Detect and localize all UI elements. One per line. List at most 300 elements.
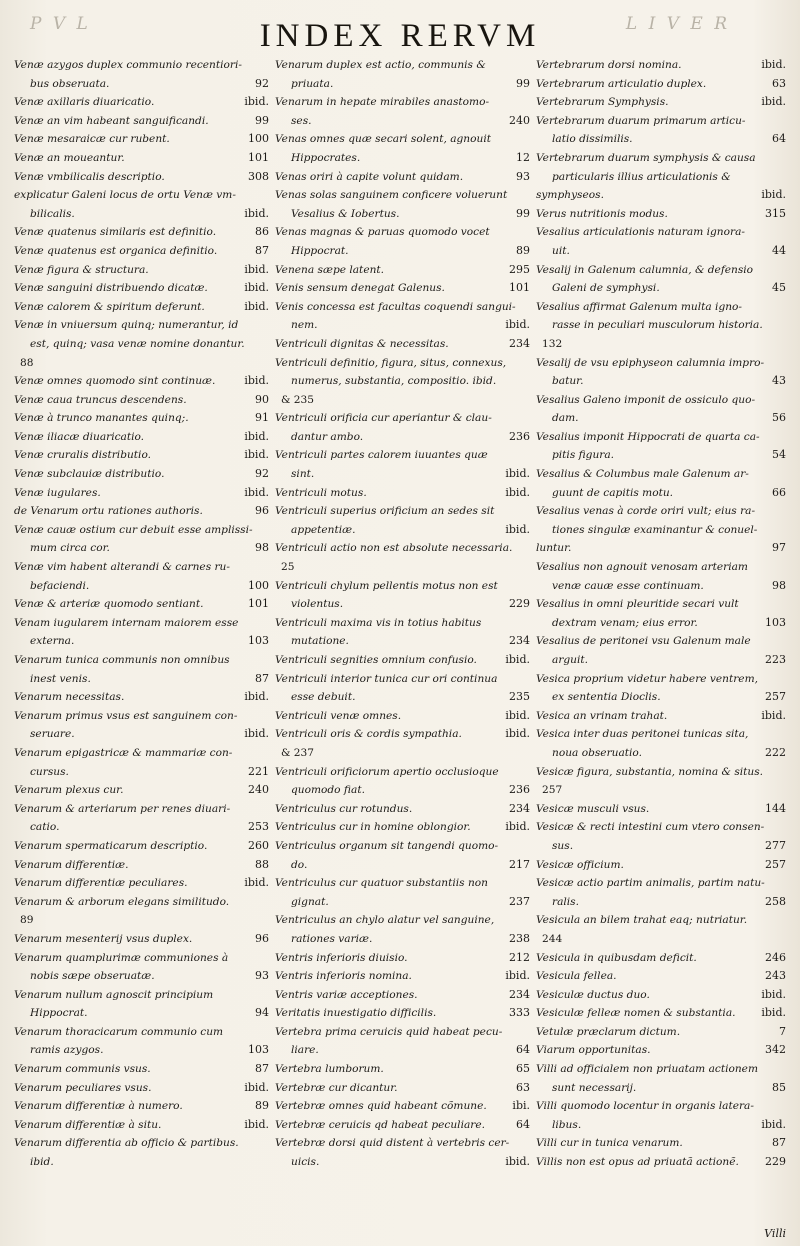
index-entry (536, 223, 786, 242)
entry-text: Hippocrat. (30, 1007, 88, 1020)
entry-text: Venas magnas & paruas quomodo vocet (275, 226, 490, 239)
index-columns (0, 56, 800, 1236)
index-entry (14, 856, 269, 875)
entry-text: externa. (30, 635, 75, 648)
page-reference: ibid. (761, 95, 786, 109)
entry-text: Venarum quamplurimæ communiones à (14, 951, 229, 964)
index-entry (14, 409, 269, 428)
page-reference: 295 (509, 262, 530, 276)
page-reference: ibid. (244, 95, 269, 109)
entry-text: nem. (291, 319, 318, 332)
entry-text: Vertebrarum duarum primarum articu- (536, 114, 746, 127)
page-reference: 86 (255, 225, 269, 239)
entry-text: Venæ iugulares. (14, 486, 101, 499)
index-entry (275, 186, 530, 205)
entry-text: Ventriculi venæ omnes. (275, 709, 402, 722)
page-reference: 87 (255, 671, 269, 685)
index-entry (14, 298, 269, 317)
page-reference: 99 (516, 206, 530, 220)
index-entry (14, 874, 269, 893)
page-reference: 103 (248, 634, 269, 648)
index-entry (275, 279, 530, 298)
index-entry (536, 391, 786, 410)
entry-text: ex sententia Dioclis. (552, 691, 661, 704)
index-entry-continuation (14, 1041, 269, 1060)
entry-text: Venarum epigastricæ & mammariæ con- (14, 746, 233, 759)
entry-text: dextram venam; eius error. (552, 616, 698, 629)
index-entry-continuation (14, 670, 269, 689)
page-reference: 234 (509, 987, 530, 1001)
page-reference: 217 (509, 857, 530, 871)
entry-text: Venas oriri à capite volunt quidam. (275, 170, 464, 183)
index-entry-continuation (275, 149, 530, 168)
entry-text: mutatione. (291, 635, 349, 648)
index-entry (536, 1134, 786, 1153)
entry-text: Venæ subclauiæ distributio. (14, 468, 165, 481)
entry-text: particularis illius articulationis & (552, 170, 731, 183)
entry-text: symphyseos. (536, 189, 604, 202)
page-reference: 94 (255, 1006, 269, 1020)
index-entry (275, 1116, 530, 1135)
entry-text: mum circa cor. (30, 542, 110, 555)
index-entry (536, 911, 786, 930)
entry-text: Venæ mesaraicæ cur rubent. (14, 133, 170, 146)
index-entry-continuation (14, 1004, 269, 1023)
index-entry (275, 1134, 530, 1153)
entry-text: Ventriculus organum sit tangendi quomo- (275, 839, 499, 852)
entry-text: Vesalius articulationis naturam ignora- (536, 226, 745, 239)
entry-text: Ventriculi partes calorem iuuantes quæ (275, 449, 488, 462)
entry-text: Vesalius venas à corde oriri vult; eius ra- (536, 505, 756, 518)
entry-text: Venena sæpe latent. (275, 263, 385, 276)
index-entry-continuation (536, 372, 786, 391)
entry-text: Venarum & arteriarum per renes diuari- (14, 802, 231, 815)
entry-text: Vesalius non agnouit venosam arteriam (536, 561, 748, 574)
entry-text: uicis. (291, 1156, 320, 1169)
entry-text: & 237 (281, 746, 315, 759)
index-entry (14, 949, 269, 968)
index-entry (536, 205, 786, 224)
entry-text: Venarum in hepate mirabiles anastomo- (275, 96, 490, 109)
entry-text: Venarum nullum agnoscit principium (14, 988, 214, 1001)
index-entry (275, 949, 530, 968)
index-entry (536, 1023, 786, 1042)
page-reference: 234 (509, 801, 530, 815)
entry-text: tiones singulæ examinantur & conuel- (552, 523, 758, 536)
entry-text: Vesalius in omni pleuritide secari vult (536, 598, 739, 611)
index-entry (14, 558, 269, 577)
entry-text: 132 (542, 337, 563, 350)
page-reference: ibid. (761, 1117, 786, 1131)
page-reference: 103 (765, 615, 786, 629)
entry-text: Venarum plexus cur. (14, 784, 124, 797)
index-entry (536, 781, 786, 800)
entry-text: Venarum thoracicarum communio cum (14, 1025, 224, 1038)
page-reference: 101 (248, 150, 269, 164)
entry-text: Ventriculi dignitas & necessitas. (275, 337, 449, 350)
entry-text: Venæ an vim habeant sanguificandi. (14, 114, 209, 127)
bleed-through-text-right: L I V E R (625, 14, 730, 34)
index-entry (275, 558, 530, 577)
entry-text: Vesicæ officium. (536, 858, 624, 871)
index-entry-continuation (275, 781, 530, 800)
index-entry-continuation (275, 205, 530, 224)
entry-text: ses. (291, 114, 312, 127)
entry-text: batur. (552, 375, 584, 388)
page-reference: ibid. (505, 727, 530, 741)
entry-text: Ventriculi orificia cur aperiantur & clau- (275, 412, 492, 425)
index-entry (275, 130, 530, 149)
entry-text: gignat. (291, 895, 329, 908)
entry-text: Venas solas sanguinem conficere voluerunt (275, 189, 508, 202)
entry-text: Vertebræ dorsi quid distent à vertebris cer- (275, 1137, 510, 1150)
index-entry (536, 800, 786, 819)
index-entry-continuation (275, 242, 530, 261)
entry-text: Vesalius de peritonei vsu Galenum male (536, 635, 751, 648)
index-entry (14, 837, 269, 856)
entry-text: Venæ vim habent alterandi & carnes ru- (14, 561, 230, 574)
entry-text: explicatur Galeni locus de ortu Venæ vm- (14, 189, 236, 202)
index-entry (14, 242, 269, 261)
page-reference: ibid. (761, 58, 786, 71)
entry-text: esse debuit. (291, 691, 356, 704)
index-entry (14, 1079, 269, 1098)
entry-text: venæ cauæ esse continuam. (552, 579, 704, 592)
page-header (0, 12, 800, 56)
page-reference: 235 (509, 690, 530, 704)
entry-text: Venis concessa est facultas coquendi sangui- (275, 300, 516, 313)
index-entry (536, 56, 786, 75)
page-reference: ibid. (505, 653, 530, 666)
page-reference: 238 (509, 931, 530, 945)
index-entry (275, 837, 530, 856)
index-entry (275, 168, 530, 187)
index-entry (275, 651, 530, 670)
page-reference: 257 (765, 690, 786, 704)
page-reference: ibi. (512, 1099, 530, 1113)
index-entry (275, 1097, 530, 1116)
page-reference: 234 (509, 336, 530, 350)
entry-text: Vertebræ ceruicis qd habeat peculiare. (275, 1118, 485, 1131)
index-entry (536, 818, 786, 837)
entry-text: Ventriculi orificiorum apertio occlusioque (275, 765, 499, 778)
entry-text: Venarum necessitas. (14, 691, 125, 704)
entry-text: Vesica proprium videtur habere ventrem, (536, 672, 758, 685)
index-entry (275, 1079, 530, 1098)
entry-text: Venarum peculiares vsus. (14, 1081, 152, 1094)
index-entry-continuation (536, 316, 786, 335)
entry-text: Viarum opportunitas. (536, 1044, 651, 1057)
entry-text: Vesalij in Galenum calumnia, & defensio (536, 263, 754, 276)
page-reference: 100 (248, 578, 269, 592)
entry-text: Vertebrarum articulatio duplex. (536, 77, 707, 90)
index-entry-continuation (536, 446, 786, 465)
entry-text: Venarum communis vsus. (14, 1063, 151, 1076)
entry-text: Vesicula fellea. (536, 970, 617, 983)
index-entry (275, 502, 530, 521)
index-entry (536, 261, 786, 280)
entry-text: Vetulæ præclarum dictum. (536, 1025, 681, 1038)
entry-text: Venarum differentia ab officio & partibus. (14, 1137, 239, 1150)
page-reference: 91 (255, 411, 269, 425)
page-reference: ibid. (505, 820, 530, 834)
index-entry (275, 1004, 530, 1023)
entry-text: Venæ cauæ ostium cur debuit esse amplissi- (14, 523, 253, 536)
page-reference: 277 (765, 838, 786, 852)
page-reference: ibid. (244, 281, 269, 295)
entry-text: Vesalius Galeno imponit de ossiculo quo- (536, 393, 756, 406)
page-reference: 89 (516, 243, 530, 257)
index-entry (536, 335, 786, 354)
entry-text: Venarum duplex est actio, communis & (275, 59, 486, 71)
index-entry (275, 744, 530, 763)
page-reference: 98 (772, 578, 786, 592)
page-reference: 90 (255, 392, 269, 406)
page-reference: 333 (509, 1006, 530, 1020)
index-entry (14, 986, 269, 1005)
index-entry (14, 428, 269, 447)
index-entry (536, 930, 786, 949)
entry-text: dam. (552, 412, 579, 425)
entry-text: Venæ iliacæ diuaricatio. (14, 430, 145, 443)
page-reference: 92 (255, 76, 269, 90)
index-entry (275, 391, 530, 410)
index-entry (275, 967, 530, 986)
index-entry (536, 670, 786, 689)
entry-text: Ventriculi chylum pellentis motus non est (275, 579, 498, 592)
page-reference: 243 (765, 969, 786, 983)
entry-text: quomodo fiat. (291, 784, 365, 797)
page-reference: 237 (509, 894, 530, 908)
index-entry (536, 558, 786, 577)
entry-text: Vesicæ musculi vsus. (536, 802, 650, 815)
page-reference: 236 (509, 783, 530, 797)
index-entry (536, 354, 786, 373)
entry-text: numerus, substantia, compositio. ibid. (291, 375, 497, 388)
entry-text: rasse in peculiari musculorum historia. (552, 319, 763, 332)
index-entry (14, 354, 269, 373)
index-entry (14, 707, 269, 726)
index-entry (536, 149, 786, 168)
index-entry (275, 614, 530, 633)
entry-text: Villis non est opus ad priuatã actionẽ. (536, 1156, 739, 1169)
page-reference: ibid. (244, 374, 269, 388)
entry-text: Veritatis inuestigatio difficilis. (275, 1007, 437, 1020)
index-entry-continuation (536, 484, 786, 503)
page-reference: ibid. (244, 690, 269, 704)
entry-text: Venarum & arborum elegans similitudo. (14, 895, 230, 908)
page-reference: ibid. (761, 188, 786, 202)
page-reference: 89 (255, 1099, 269, 1113)
page-reference: 246 (765, 950, 786, 964)
index-entry (14, 149, 269, 168)
entry-text: Vesiculæ felleæ nomen & substantia. (536, 1007, 736, 1020)
entry-text: Venæ omnes quomodo sint continuæ. (14, 375, 216, 388)
index-entry (536, 1153, 786, 1172)
index-entry-continuation (14, 577, 269, 596)
page-reference: 236 (509, 429, 530, 443)
page-reference: 260 (248, 838, 269, 852)
entry-text: sunt necessarij. (552, 1081, 637, 1094)
index-entry (14, 800, 269, 819)
index-entry (14, 930, 269, 949)
entry-text: Venæ axillaris diuaricatio. (14, 96, 155, 109)
index-entry (14, 93, 269, 112)
index-entry (14, 261, 269, 280)
index-entry-continuation (536, 521, 786, 540)
page-reference: 229 (765, 1155, 786, 1169)
page-reference: ibid. (244, 727, 269, 741)
index-entry (14, 614, 269, 633)
page-reference: ibid. (505, 969, 530, 983)
page-reference: 257 (765, 857, 786, 871)
page-reference: ibid. (244, 876, 269, 890)
entry-text: Vertebræ omnes quid habeant cõmune. (275, 1100, 487, 1113)
entry-text: 257 (542, 784, 563, 797)
page-reference: 99 (516, 76, 530, 90)
index-entry-continuation (275, 595, 530, 614)
page-reference: 342 (765, 1043, 786, 1057)
page-reference: 64 (516, 1117, 530, 1131)
entry-text: do. (291, 858, 308, 871)
index-entry (275, 874, 530, 893)
index-entry (14, 223, 269, 242)
index-entry-continuation (275, 632, 530, 651)
entry-text: libus. (552, 1118, 582, 1131)
index-entry (536, 186, 786, 205)
entry-text: Venæ vmbilicalis descriptio. (14, 170, 165, 183)
index-entry (536, 725, 786, 744)
entry-text: Vesalij de vsu epiphyseon calumnia impro- (536, 356, 765, 369)
page-reference: 315 (765, 206, 786, 220)
page-reference: 234 (509, 634, 530, 648)
index-entry (536, 428, 786, 447)
entry-text: Vertebra lumborum. (275, 1063, 384, 1076)
index-entry-continuation (536, 1116, 786, 1135)
entry-text: bus obseruata. (30, 77, 110, 90)
index-entry (275, 911, 530, 930)
page-reference: 87 (772, 1136, 786, 1150)
entry-text: bilicalis. (30, 207, 75, 220)
entry-text: Ventriculi oris & cordis sympathia. (275, 728, 462, 741)
index-entry (14, 372, 269, 391)
entry-text: sus. (552, 839, 574, 852)
entry-text: Galeni de symphysi. (552, 282, 660, 295)
index-entry-continuation (275, 856, 530, 875)
index-entry (275, 707, 530, 726)
page-reference: ibid. (244, 429, 269, 443)
index-entry (536, 1041, 786, 1060)
entry-text: cursus. (30, 765, 69, 778)
index-entry-continuation (275, 75, 530, 94)
index-entry (275, 763, 530, 782)
index-entry (14, 112, 269, 131)
index-entry-continuation (14, 539, 269, 558)
entry-text: Venarum tunica communis non omnibus (14, 654, 230, 666)
entry-text: Verus nutritionis modus. (536, 207, 668, 220)
index-entry (275, 577, 530, 596)
entry-text: Ventriculi interior tunica cur ori continua (275, 672, 498, 685)
index-entry (14, 130, 269, 149)
index-entry (14, 1023, 269, 1042)
entry-text: Villi ad officialem non priuatam actionem (536, 1063, 758, 1076)
index-entry-continuation (536, 744, 786, 763)
index-entry (275, 800, 530, 819)
page-reference: ibid. (244, 1080, 269, 1094)
page-reference: 87 (255, 1062, 269, 1076)
page-reference: ibid. (244, 485, 269, 499)
index-entry (536, 1097, 786, 1116)
entry-text: ralis. (552, 895, 579, 908)
page-reference: 240 (248, 783, 269, 797)
entry-text: Venarum differentiæ à situ. (14, 1118, 162, 1131)
page-reference: 96 (255, 931, 269, 945)
page-reference: ibid. (505, 467, 530, 481)
page-reference: 99 (255, 113, 269, 127)
index-entry (14, 911, 269, 930)
index-entry (14, 688, 269, 707)
entry-text: priuata. (291, 77, 334, 90)
index-entry (536, 93, 786, 112)
page-reference: ibid. (244, 262, 269, 276)
index-entry (275, 818, 530, 837)
index-entry (275, 986, 530, 1005)
entry-text: Venarum spermaticarum descriptio. (14, 839, 208, 852)
index-entry-continuation (536, 409, 786, 428)
entry-text: Ventris inferioris nomina. (275, 970, 412, 983)
index-entry-continuation (275, 893, 530, 912)
index-entry-continuation (275, 465, 530, 484)
page-reference: 56 (772, 411, 786, 425)
index-entry (536, 539, 786, 558)
entry-text: Venæ azygos duplex communio recentiori- (14, 59, 242, 71)
index-entry (275, 725, 530, 744)
entry-text: noua obseruatio. (552, 746, 642, 759)
entry-text: luntur. (536, 542, 572, 555)
entry-text: de Venarum ortu rationes authoris. (14, 505, 203, 518)
index-entry (14, 595, 269, 614)
entry-text: Vesicula an bilem trahat eaq; nutriatur. (536, 914, 748, 927)
page-reference: ibid. (244, 299, 269, 313)
index-entry-continuation (275, 428, 530, 447)
entry-text: Venæ in vniuersum quinq; numerantur, id (14, 319, 239, 332)
index-entry-continuation (536, 279, 786, 298)
entry-text: catio. (30, 821, 60, 834)
page-reference: 93 (255, 969, 269, 983)
index-entry-continuation (14, 75, 269, 94)
index-entry (536, 502, 786, 521)
entry-text: Vertebræ cur dicantur. (275, 1081, 398, 1094)
index-entry (275, 539, 530, 558)
index-entry (14, 56, 269, 75)
index-entry-continuation (14, 763, 269, 782)
index-entry (14, 781, 269, 800)
index-entry-continuation (14, 967, 269, 986)
entry-text: dantur ambo. (291, 430, 364, 443)
index-entry-continuation (14, 205, 269, 224)
index-entry (536, 465, 786, 484)
page-reference: ibid. (505, 318, 530, 332)
index-entry (536, 856, 786, 875)
index-entry (14, 279, 269, 298)
page-reference: 101 (248, 597, 269, 611)
index-entry (14, 1060, 269, 1079)
entry-text: befaciendi. (30, 579, 90, 592)
entry-text: Vesicæ actio partim animalis, partim natu- (536, 877, 765, 890)
index-entry (275, 354, 530, 373)
page-reference: 221 (248, 764, 269, 778)
page-reference: 65 (516, 1062, 530, 1076)
